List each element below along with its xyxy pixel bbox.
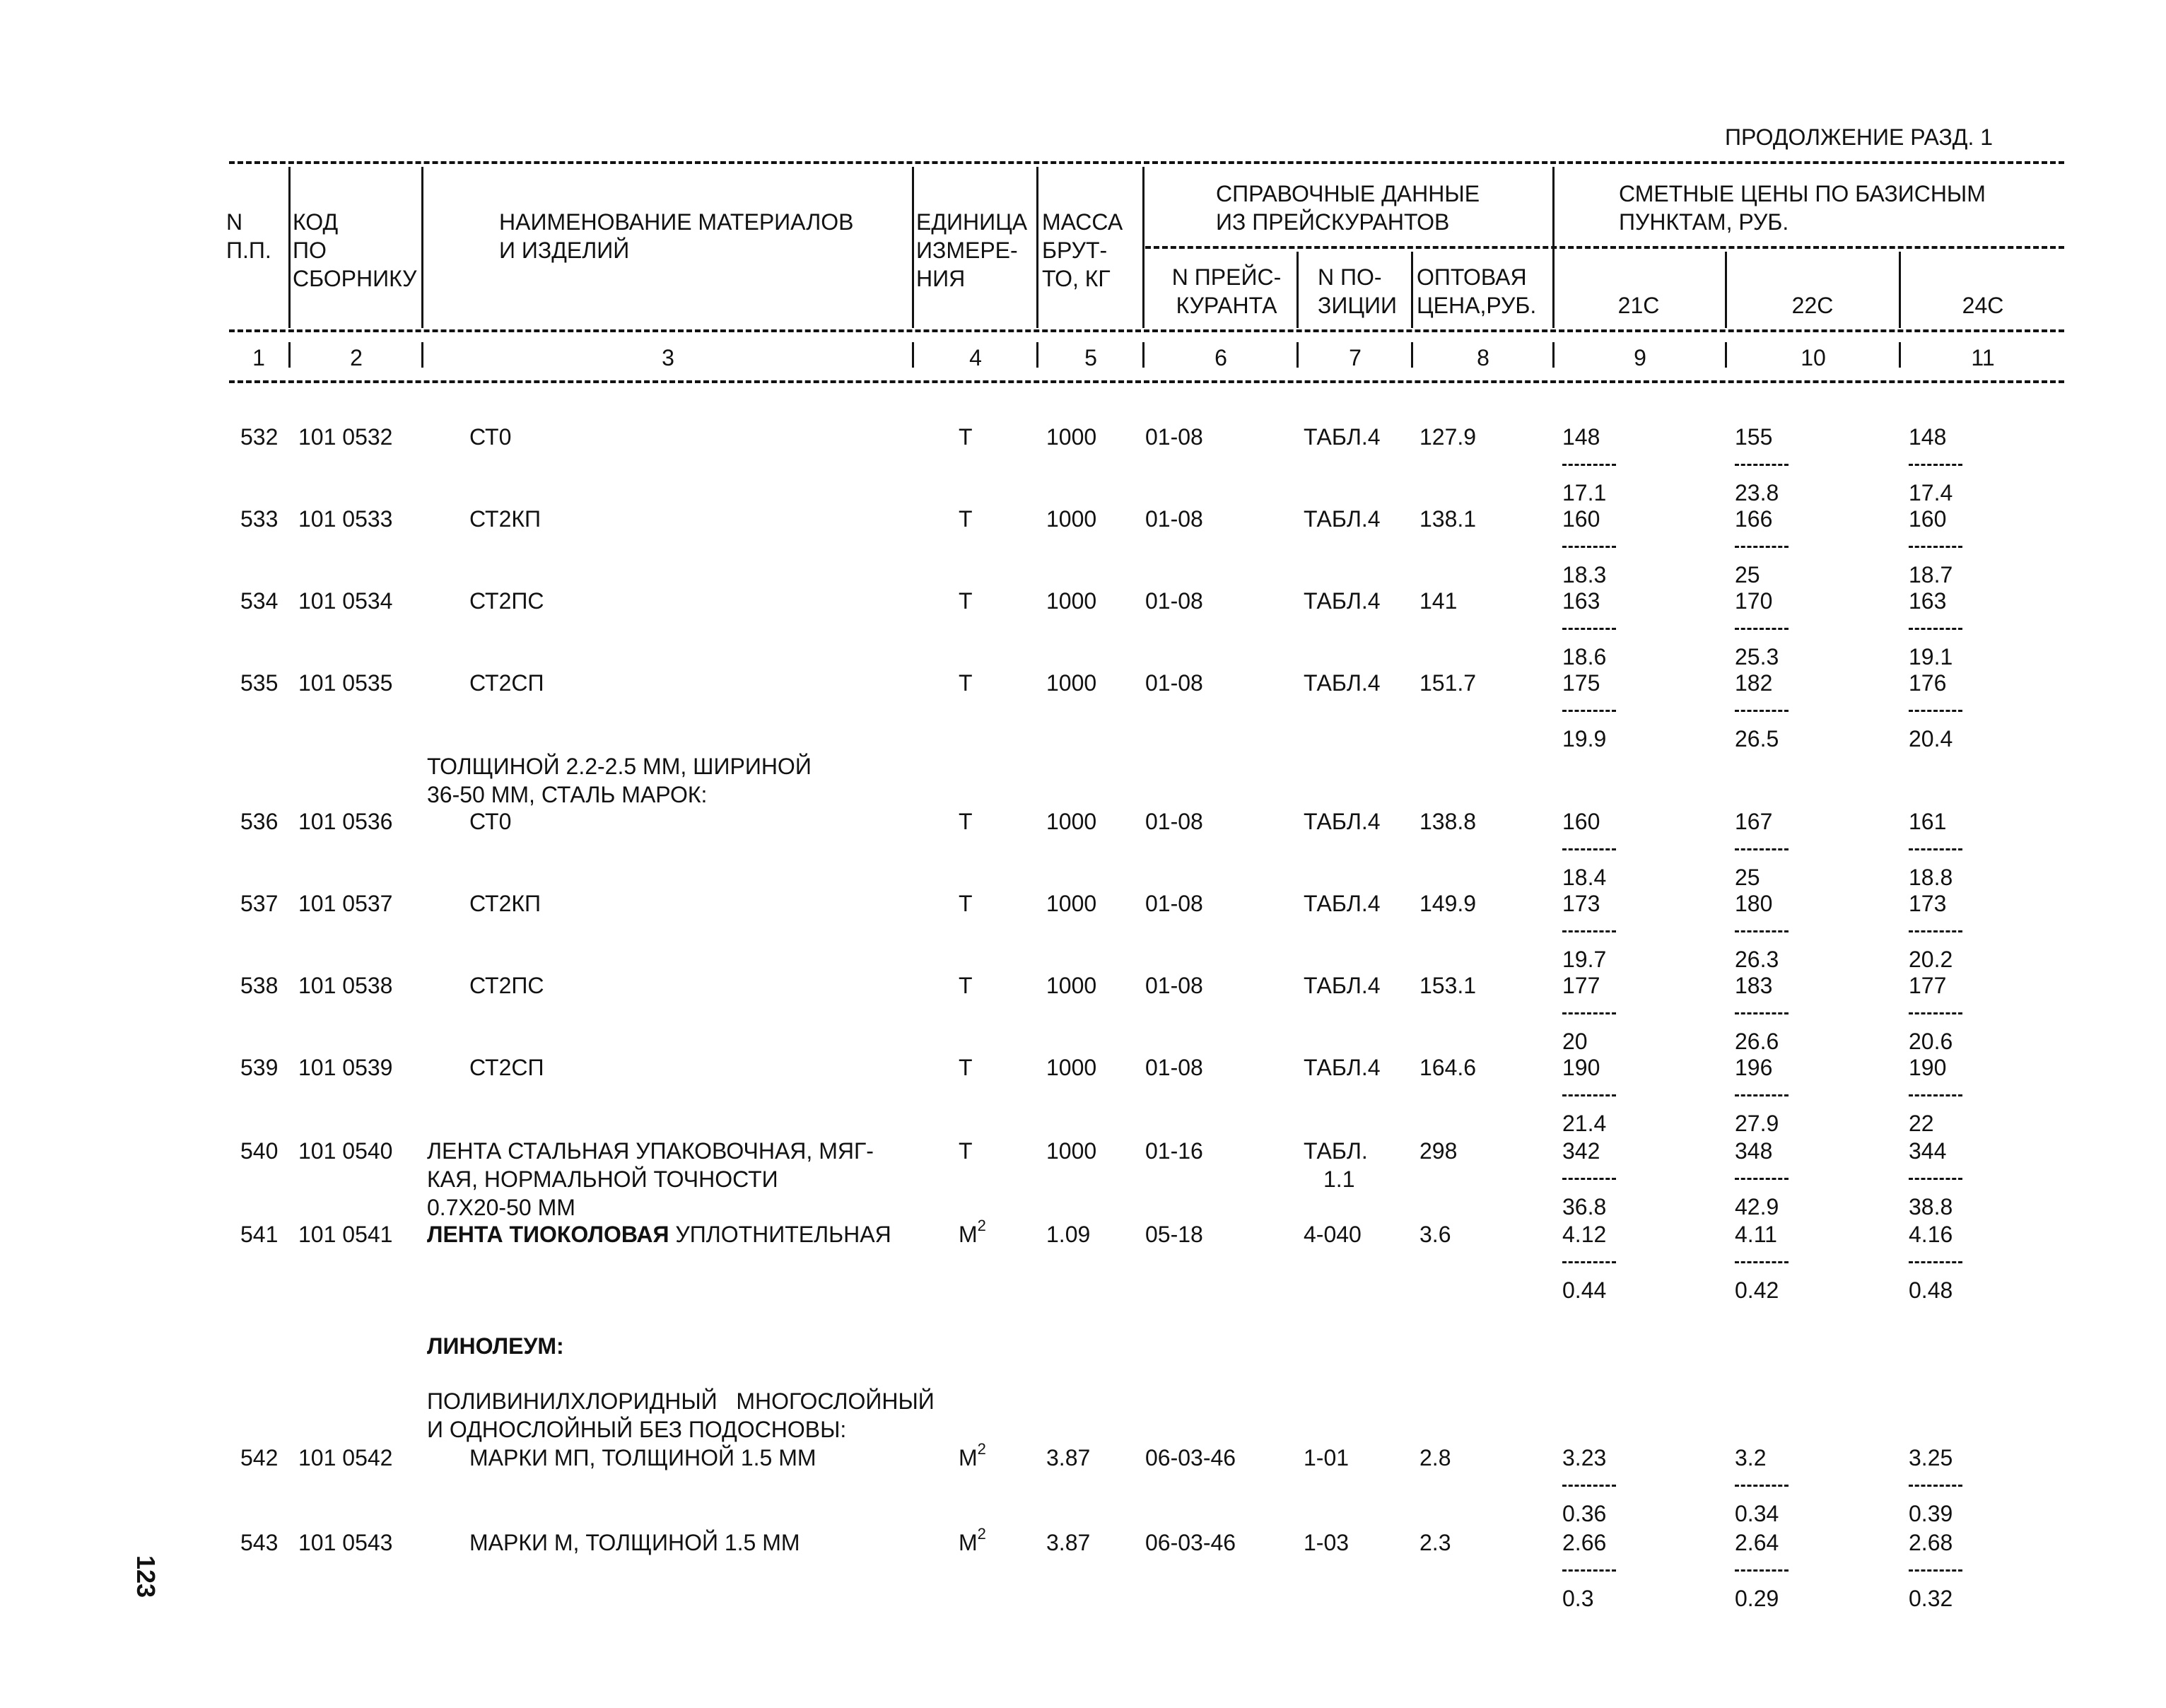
header-n-pp: N П.П. xyxy=(226,209,271,263)
header-mass: МАССА БРУТ- ТО, КГ xyxy=(1042,209,1123,291)
header-estimated-prices: СМЕТНЫЕ ЦЕНЫ ПО БАЗИСНЫМ ПУНКТАМ, РУБ. xyxy=(1619,181,1986,235)
header-pricelist-number: N ПРЕЙС- КУРАНТА xyxy=(1171,264,1282,318)
header-wholesale-price: ОПТОВАЯ ЦЕНА,РУБ. xyxy=(1417,264,1537,318)
section-heading-steel-grades: ТОЛЩИНОЙ 2.2-2.5 ММ, ШИРИНОЙ 36-50 ММ, СТАЛЬ МАРОК: xyxy=(427,754,812,807)
section-subheading-pvc: ПОЛИВИНИЛХЛОРИДНЫЙ МНОГОСЛОЙНЫЙ И ОДНОСЛОЙНЫЙ БЕЗ ПОДОСНОВЫ: xyxy=(427,1388,935,1442)
header-position-number: N ПО- ЗИЦИИ xyxy=(1318,264,1397,318)
header-point-21c: 21С xyxy=(1617,293,1660,318)
header-point-24c: 24С xyxy=(1962,293,2004,318)
section-heading-linoleum: ЛИНОЛЕУМ: xyxy=(427,1333,564,1359)
page-number: 123 xyxy=(131,1555,160,1598)
header-reference-data: СПРАВОЧНЫЕ ДАННЫЕ ИЗ ПРЕЙСКУРАНТОВ xyxy=(1216,181,1480,235)
continuation-label: ПРОДОЛЖЕНИЕ РАЗД. 1 xyxy=(1725,124,1994,150)
header-code: КОД ПО СБОРНИКУ xyxy=(293,209,417,291)
header-unit: ЕДИНИЦА ИЗМЕРЕ- НИЯ xyxy=(916,209,1028,291)
header-name: НАИМЕНОВАНИЕ МАТЕРИАЛОВ И ИЗДЕЛИЙ xyxy=(499,209,854,263)
header-point-22c: 22С xyxy=(1791,293,1834,318)
